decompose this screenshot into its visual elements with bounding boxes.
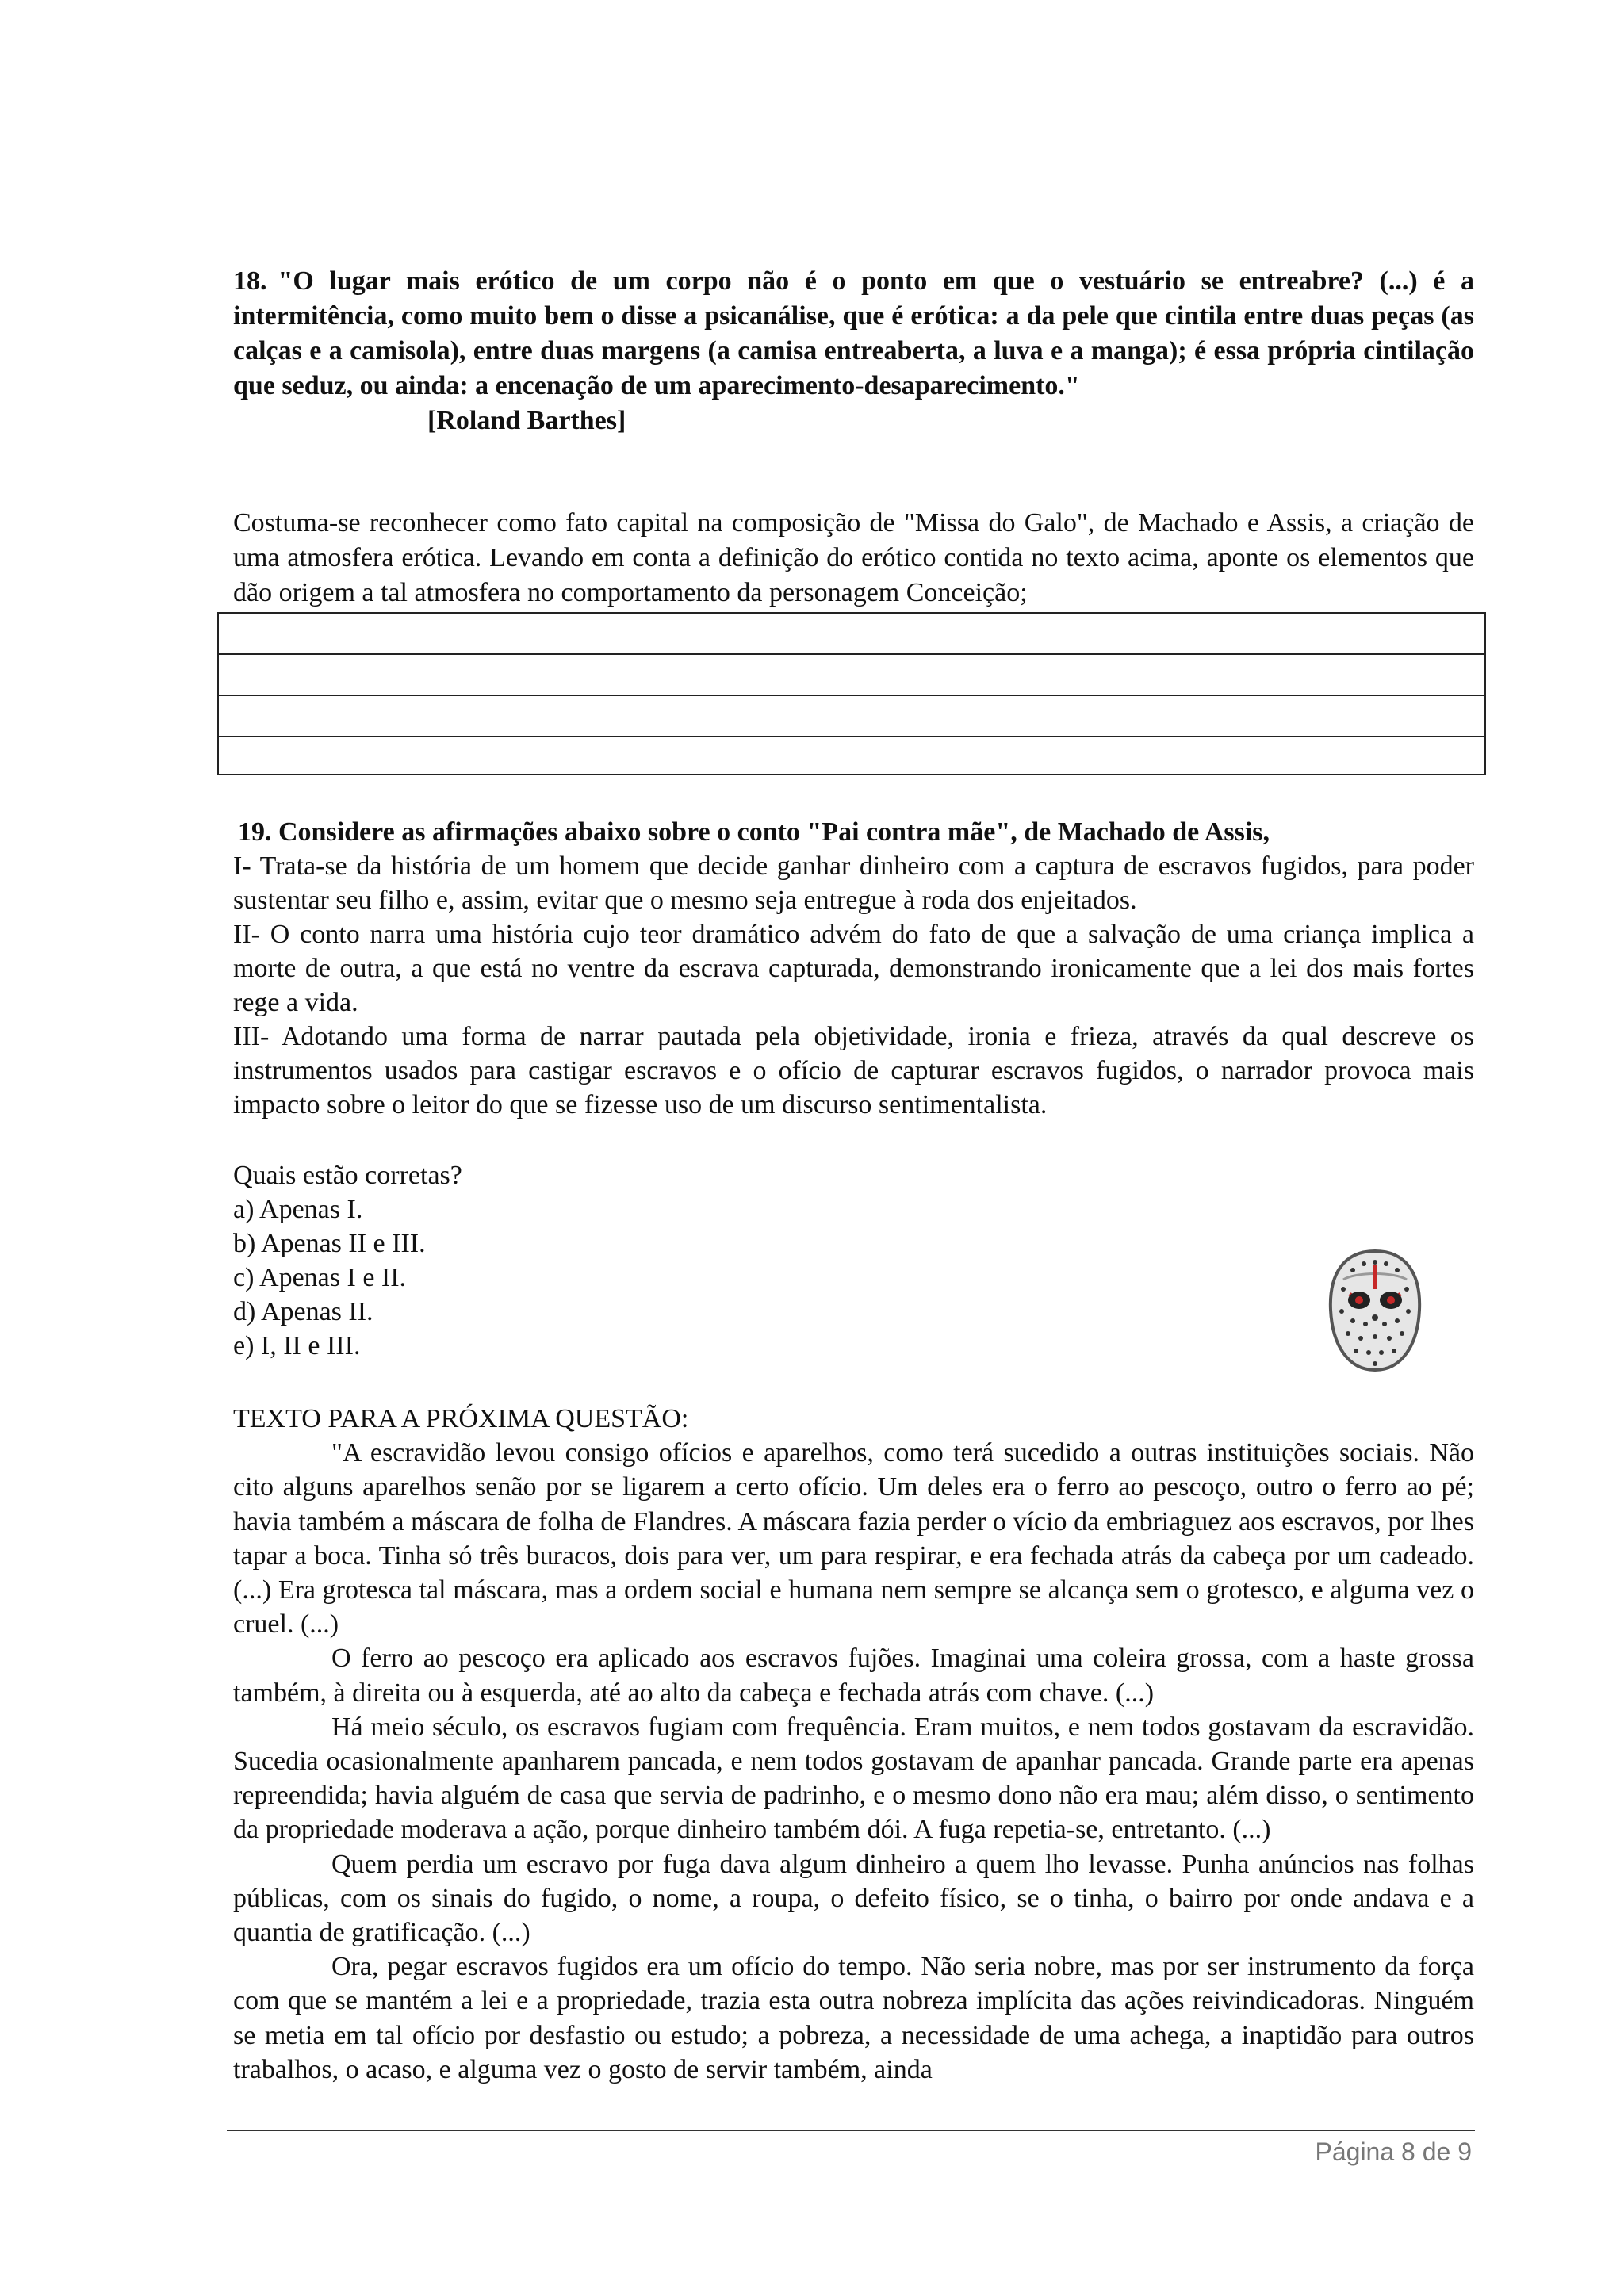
answer-line[interactable]	[219, 696, 1484, 737]
option-a[interactable]: a) Apenas I.	[233, 1195, 363, 1224]
reading-paragraph-5: Ora, pegar escravos fugidos era um ofício do tempo. Não seria nobre, mas por ser instrumento da força com que se mantém a lei e a propriedade, trazia esta outra nobreza implícita das ações reivindicadoras. Ninguém se metia em tal ofício por desfastio ou estudo; a pobreza, a necessidade de uma achega, a inaptidão para outros trabalhos, o acaso, e alguma vez o gosto de servir também, ainda	[233, 1952, 1474, 2084]
question-19-statement-1: I- Trata-se da história de um homem que decide ganhar dinheiro com a captura de escravos fugidos, para poder sustentar seu filho e, assim, evitar que o mesmo seja entregue à roda dos enjeitados.	[233, 851, 1474, 915]
footer-divider	[227, 2130, 1475, 2131]
question-18-quote-text: "O lugar mais erótico de um corpo não é o ponto em que o vestuário se entreabre? (...) é a intermitência, como muito bem o disse a psicanálise, que é erótica: a da pele que cintila entre duas peças (as calças e a camisola), entre duas margens (a camisa entreaberta, a luva e a manga); é essa própria cintilação que seduz, ou ainda: a encenação de um aparecimento-desaparecimento."	[233, 266, 1474, 400]
hockey-mask-icon	[1326, 1248, 1424, 1373]
option-e[interactable]: e) I, II e III.	[233, 1331, 361, 1360]
answer-line[interactable]	[219, 737, 1484, 777]
question-19-question: Quais estão corretas?	[233, 1161, 462, 1190]
reading-paragraph-1: "A escravidão levou consigo ofícios e aparelhos, como terá sucedido a outras instituições sociais. Não cito alguns aparelhos senão por se ligarem a certo ofício. Um deles era o ferro ao pescoço, outro o ferro ao pé; havia também a máscara de folha de Flandres. A máscara fazia perder o vício da embriaguez aos escravos, por lhes tapar a boca. Tinha só três buracos, dois para ver, um para respirar, e era fechada atrás da cabeça por um cadeado. (...) Era grotesca tal máscara, mas a ordem social e humana nem sempre se alcança sem o grotesco, e alguma vez o cruel. (...)	[233, 1438, 1474, 1640]
page-number: Página 8 de 9	[1315, 2137, 1472, 2166]
question-18-number: 18.	[233, 266, 267, 296]
reading-text	[233, 1402, 1474, 2087]
question-19	[233, 815, 1474, 1122]
question-19-options	[233, 1158, 947, 1363]
answer-line[interactable]	[219, 655, 1484, 696]
reading-paragraph-4: Quem perdia um escravo por fuga dava algum dinheiro a quem lho levasse. Punha anúncios nas folhas públicas, com os sinais do fugido, o nome, a roupa, o defeito físico, se o tinha, o bairro por onde andava e a quantia de gratificação. (...)	[233, 1849, 1474, 1948]
question-18-prompt: Costuma-se reconhecer como fato capital na composição de "Missa do Galo", de Machado e Assis, a criação de uma atmosfera erótica. Levando em conta a definição do erótico contida no texto acima, aponte os elementos que dão origem a tal atmosfera no comportamento da personagem Conceição;	[233, 508, 1474, 607]
question-18-quote	[233, 264, 1474, 438]
option-c[interactable]: c) Apenas I e II.	[233, 1263, 407, 1292]
option-d[interactable]: d) Apenas II.	[233, 1297, 373, 1326]
question-18-author: [Roland Barthes]	[427, 406, 626, 435]
option-b[interactable]: b) Apenas II e III.	[233, 1229, 426, 1258]
question-19-heading: 19. Considere as afirmações abaixo sobre o conto "Pai contra mãe", de Machado de Assis,	[238, 817, 1270, 847]
reading-paragraph-2: O ferro ao pescoço era aplicado aos escravos fujões. Imaginai uma coleira grossa, com a haste grossa também, à direita ou à esquerda, até ao alto da cabeça e fechada atrás com chave. (...)	[233, 1644, 1474, 1708]
reading-text-title: TEXTO PARA A PRÓXIMA QUESTÃO:	[233, 1404, 689, 1433]
question-19-statement-3: III- Adotando uma forma de narrar pautada pela objetividade, ironia e frieza, através da qual descreve os instrumentos usados para castigar escravos e o ofício de capturar escravos fugidos, o narrador provoca mais impacto sobre o leitor do que se fizesse uso de um discurso sentimentalista.	[233, 1022, 1474, 1119]
answer-lines-box[interactable]	[217, 612, 1486, 775]
question-19-statement-2: II- O conto narra uma história cujo teor dramático advém do fato de que a salvação de uma criança implica a morte de outra, a que está no ventre da escrava capturada, demonstrando ironicamente que a lei dos mais fortes rege a vida.	[233, 920, 1474, 1017]
reading-paragraph-3: Há meio século, os escravos fugiam com frequência. Eram muitos, e nem todos gostavam da escravidão. Sucedia ocasionalmente apanharem pancada, e nem todos gostavam de apanhar pancada. Grande parte era apenas repreendida; havia alguém de casa que servia de padrinho, e o mesmo dono não era mau; além disso, o sentimento da propriedade moderava a ação, porque dinheiro também dói. A fuga repetia-se, entretanto. (...)	[233, 1712, 1474, 1845]
answer-line[interactable]	[219, 614, 1484, 655]
